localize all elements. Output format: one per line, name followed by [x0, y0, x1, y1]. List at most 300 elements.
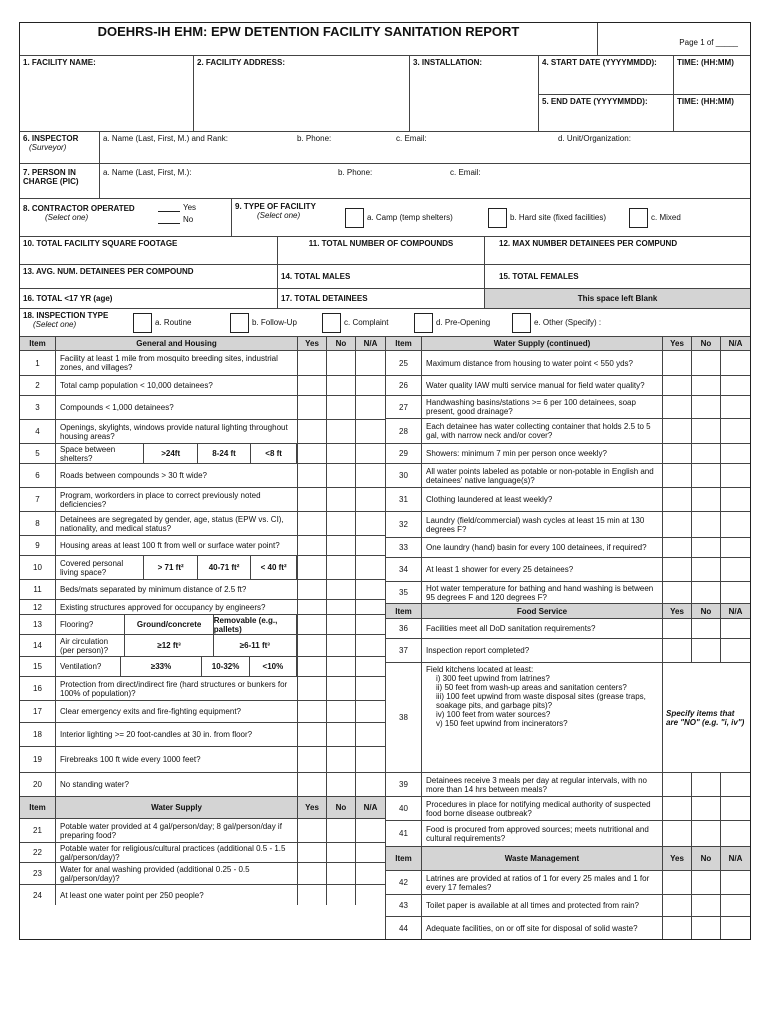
no-cell[interactable] [327, 444, 356, 463]
no-header: No [327, 337, 356, 350]
checklist-row-11 [20, 580, 385, 600]
yes-cell[interactable] [663, 895, 692, 916]
other-checkbox[interactable] [512, 313, 531, 333]
na-cell[interactable] [356, 512, 385, 535]
checklist-row-7 [20, 488, 385, 512]
item-number: 1 [20, 351, 56, 375]
yes-cell[interactable] [298, 635, 327, 656]
yes-cell[interactable] [298, 677, 327, 700]
question-text: Adequate facilities, on or off site for disposal of solid waste? [422, 917, 663, 939]
question-text: Procedures in place for notifying medical authority of suspected food borne disease outbreak? [422, 797, 663, 820]
total-females-field[interactable]: 15. TOTAL FEMALES [499, 272, 579, 281]
pic-name-field[interactable]: a. Name (Last, First, M.): [103, 168, 192, 177]
na-cell[interactable] [356, 677, 385, 700]
yes-cell[interactable] [663, 464, 692, 487]
yes-cell[interactable] [663, 917, 692, 939]
yes-cell[interactable] [298, 488, 327, 511]
no-cell[interactable] [327, 580, 356, 599]
no-cell[interactable] [327, 556, 356, 579]
no-cell[interactable] [327, 396, 356, 419]
installation-field[interactable]: 3. INSTALLATION: [410, 56, 539, 131]
question-text: At least one water point per 250 people? [56, 885, 298, 905]
na-cell[interactable] [356, 747, 385, 772]
yes-cell[interactable] [298, 580, 327, 599]
na-cell[interactable] [721, 558, 750, 581]
section-header-row [386, 847, 750, 871]
no-cell[interactable] [327, 843, 356, 862]
yes-cell[interactable] [663, 512, 692, 537]
no-cell[interactable] [692, 419, 721, 443]
checklist-row-3 [20, 396, 385, 420]
yes-header: Yes [663, 604, 692, 618]
item-number: 30 [386, 464, 422, 487]
blank-space-note: This space left Blank [485, 289, 750, 308]
end-date-field[interactable]: 5. END DATE (YYYYMMDD): [539, 95, 674, 131]
yes-cell[interactable] [663, 444, 692, 463]
total-compounds-field[interactable]: 11. TOTAL NUMBER OF COMPOUNDS [278, 237, 485, 264]
yes-cell[interactable] [298, 657, 327, 676]
no-cell[interactable] [692, 351, 721, 375]
complaint-checkbox[interactable] [322, 313, 341, 333]
na-cell[interactable] [356, 464, 385, 487]
option-cell[interactable]: >24ft [143, 444, 196, 463]
na-cell[interactable] [721, 396, 750, 418]
item-number: 36 [386, 619, 422, 638]
yes-cell[interactable] [663, 396, 692, 418]
yes-cell[interactable] [298, 444, 327, 463]
na-header: N/A [363, 803, 378, 812]
yes-cell[interactable] [298, 396, 327, 419]
yes-cell[interactable] [298, 536, 327, 555]
yes-cell[interactable] [298, 863, 327, 884]
inspector-label [20, 132, 100, 163]
pre-opening-checkbox[interactable] [414, 313, 433, 333]
option-filler [296, 615, 297, 634]
section-header-row [386, 337, 750, 351]
checklist-left [20, 337, 386, 939]
question-text: Total camp population < 10,000 detainees? [56, 376, 298, 395]
na-cell[interactable] [356, 843, 385, 862]
no-cell[interactable] [692, 582, 721, 603]
item-number: 11 [20, 580, 56, 599]
yes-cell[interactable] [663, 582, 692, 603]
section-header-row [386, 604, 750, 619]
item-number: 16 [20, 677, 56, 700]
no-cell[interactable] [692, 797, 721, 820]
na-header: N/A [728, 854, 743, 863]
option-filler [296, 444, 297, 463]
yes-cell[interactable] [298, 773, 327, 796]
na-cell[interactable] [356, 863, 385, 884]
question-text: Inspection report completed? [422, 639, 663, 662]
yes-header: Yes [298, 337, 327, 350]
na-cell[interactable] [721, 895, 750, 916]
no-cell[interactable] [327, 819, 356, 842]
no-cell[interactable] [692, 538, 721, 557]
yes-cell[interactable] [663, 351, 692, 375]
na-cell[interactable] [356, 536, 385, 555]
section-header-row [20, 797, 385, 819]
no-blank[interactable] [158, 215, 180, 224]
no-cell[interactable] [692, 558, 721, 581]
no-cell[interactable] [692, 512, 721, 537]
pic-phone-field[interactable]: b. Phone: [338, 168, 373, 177]
item-header: Item [20, 337, 56, 350]
item-number: 27 [386, 396, 422, 418]
inspector-unit-field[interactable]: d. Unit/Organization: [558, 134, 631, 143]
checklist-row-20 [20, 773, 385, 797]
yes-cell[interactable] [298, 351, 327, 375]
total-square-footage-field[interactable]: 10. TOTAL FACILITY SQUARE FOOTAGE [20, 237, 278, 264]
yes-blank[interactable] [158, 203, 180, 212]
no-cell[interactable] [692, 639, 721, 662]
na-cell[interactable] [356, 701, 385, 722]
yes-cell[interactable] [663, 821, 692, 846]
yes-cell[interactable] [663, 376, 692, 395]
item-number: 28 [386, 419, 422, 443]
na-cell[interactable] [356, 376, 385, 395]
na-cell[interactable] [721, 444, 750, 463]
no-cell[interactable] [692, 444, 721, 463]
option-cell[interactable]: Removable (e.g., pallets) [213, 615, 296, 634]
yes-cell[interactable] [298, 464, 327, 487]
question-label: Air circulation (per person)? [60, 636, 109, 655]
checklist-row-40 [386, 797, 750, 821]
question-text: Potable water provided at 4 gal/person/day; 8 gal/person/day if preparing food? [56, 819, 298, 842]
follow-up-checkbox[interactable] [230, 313, 249, 333]
question-label: Covered personal living space? [60, 558, 124, 577]
checklist-row-42 [386, 871, 750, 895]
option-cell[interactable]: ≥33% [120, 657, 202, 676]
item-number: 10 [20, 556, 56, 579]
question-text: Firebreaks 100 ft wide every 1000 feet? [56, 747, 298, 772]
na-cell[interactable] [356, 615, 385, 634]
section-heading: Water Supply [56, 797, 298, 818]
checklist-row-33 [386, 538, 750, 558]
na-cell[interactable] [721, 582, 750, 603]
yes-cell[interactable] [298, 723, 327, 746]
na-cell[interactable] [356, 773, 385, 796]
option-cell[interactable]: Ground/concrete [124, 615, 212, 634]
question-text: One laundry (hand) basin for every 100 detainees, if required? [422, 538, 663, 557]
na-cell[interactable] [356, 580, 385, 599]
no-cell[interactable] [327, 488, 356, 511]
no-cell[interactable] [327, 885, 356, 905]
item-number: 23 [20, 863, 56, 884]
start-date-field[interactable]: 4. START DATE (YYYYMMDD): [539, 56, 674, 94]
item-header: Item [386, 337, 422, 350]
yes-cell[interactable] [663, 538, 692, 557]
yes-header: Yes [298, 797, 327, 818]
contractor-label-text: 8. CONTRACTOR OPERATED [23, 204, 135, 213]
option-cell[interactable]: < 40 ft² [250, 556, 296, 579]
yes-cell[interactable] [663, 419, 692, 443]
option-cell[interactable]: 8-24 ft [197, 444, 250, 463]
yes-cell[interactable] [663, 639, 692, 662]
yes-header: Yes [663, 847, 692, 870]
item-number: 44 [386, 917, 422, 939]
sub-item-3: iii) 100 feet upwind from waste disposal sites (grease traps, soakage pits, and garbage pits)? [436, 692, 646, 710]
hard-site-label: b. Hard site (fixed facilities) [510, 213, 607, 222]
no-cell[interactable] [327, 677, 356, 700]
checklist [20, 337, 750, 939]
na-header: N/A [363, 339, 378, 348]
na-cell[interactable] [721, 464, 750, 487]
yes-cell[interactable] [298, 843, 327, 862]
no-cell[interactable] [327, 376, 356, 395]
checklist-row-9 [20, 536, 385, 556]
contractor-yes-option[interactable] [158, 203, 228, 212]
pic-label: 7. PERSON IN CHARGE (PIC) [20, 164, 100, 198]
item-number: 13 [20, 615, 56, 634]
item-number: 6 [20, 464, 56, 487]
avg-detainees-field[interactable]: 13. AVG. NUM. DETAINEES PER COMPOUND [20, 265, 278, 288]
question-text: Water for anal washing provided (additional 0.25 - 0.5 gal/person/day)? [56, 863, 298, 884]
question-text [56, 615, 298, 634]
option-filler [296, 635, 297, 656]
question-text: Protection from direct/indirect fire (hard structures or bunkers for 100% of population)? [56, 677, 298, 700]
no-cell[interactable] [692, 871, 721, 894]
start-time-field[interactable]: TIME: (HH:MM) [677, 58, 734, 67]
item-number: 20 [20, 773, 56, 796]
option-cell[interactable]: 10-32% [201, 657, 248, 676]
inspector-phone-field[interactable]: b. Phone: [297, 134, 332, 143]
option-cell[interactable]: 40-71 ft² [197, 556, 250, 579]
total-under-17-field[interactable]: 16. TOTAL <17 YR (age) [20, 289, 278, 308]
question-text [56, 635, 298, 656]
na-cell[interactable] [721, 797, 750, 820]
question-text: Potable water for religious/cultural practices (additional 0.5 - 1.5 gal/person/day)? [56, 843, 298, 862]
checklist-row-30 [386, 464, 750, 488]
routine-checkbox[interactable] [133, 313, 152, 333]
na-cell[interactable] [356, 657, 385, 676]
na-cell[interactable] [356, 351, 385, 375]
pic-email-field[interactable]: c. Email: [450, 168, 481, 177]
page-number: Page 1 of _____ [679, 38, 738, 47]
na-cell[interactable] [356, 488, 385, 511]
no-cell[interactable] [692, 895, 721, 916]
inspection-type-options [130, 309, 750, 336]
no-cell[interactable] [327, 536, 356, 555]
option-cell[interactable]: > 71 ft² [143, 556, 196, 579]
no-cell[interactable] [327, 863, 356, 884]
na-cell[interactable] [721, 419, 750, 443]
yes-header: Yes [663, 337, 692, 350]
yes-cell[interactable] [298, 556, 327, 579]
yes-cell[interactable] [663, 871, 692, 894]
item-number: 8 [20, 512, 56, 535]
item-number: 26 [386, 376, 422, 395]
checklist-row-5 [20, 444, 385, 464]
option-cell[interactable]: <8 ft [250, 444, 296, 463]
item-number: 9 [20, 536, 56, 555]
no-cell[interactable] [692, 773, 721, 796]
mixed-checkbox[interactable] [629, 208, 648, 228]
checklist-row-10 [20, 556, 385, 580]
checklist-row-38 [386, 663, 750, 773]
na-cell[interactable] [721, 488, 750, 511]
contractor-no-option[interactable] [158, 215, 228, 224]
end-time-field[interactable]: TIME: (HH:MM) [677, 97, 734, 106]
pre-opening-label: d. Pre-Opening [436, 318, 491, 327]
na-cell[interactable] [356, 556, 385, 579]
hard-site-checkbox[interactable] [488, 208, 507, 228]
checklist-row-27 [386, 396, 750, 419]
no-cell[interactable] [327, 615, 356, 634]
item-number: 4 [20, 420, 56, 443]
na-cell[interactable] [721, 512, 750, 537]
no-cell[interactable] [327, 635, 356, 656]
question-text: Existing structures approved for occupancy by engineers? [56, 600, 298, 614]
yes-cell[interactable] [663, 488, 692, 511]
na-cell[interactable] [721, 351, 750, 375]
camp-checkbox[interactable] [345, 208, 364, 228]
total-males-field[interactable]: 14. TOTAL MALES [278, 265, 485, 288]
question-label: Flooring? [60, 620, 94, 629]
total-detainees-field[interactable]: 17. TOTAL DETAINEES [278, 289, 485, 308]
question-text: Food is procured from approved sources; meets nutritional and cultural requirements? [422, 821, 663, 846]
no-cell[interactable] [327, 420, 356, 443]
item-number: 12 [20, 600, 56, 614]
na-cell[interactable] [721, 773, 750, 796]
na-cell[interactable] [721, 821, 750, 846]
question-text: Clear emergency exits and fire-fighting equipment? [56, 701, 298, 722]
na-cell[interactable] [721, 917, 750, 939]
yes-cell[interactable] [298, 615, 327, 634]
no-cell[interactable] [327, 747, 356, 772]
question-text: Facility at least 1 mile from mosquito breeding sites, industrial zones, and villages? [56, 351, 298, 375]
facility-address-field[interactable]: 2. FACILITY ADDRESS: [194, 56, 410, 131]
question-text [56, 444, 298, 463]
no-cell[interactable] [327, 512, 356, 535]
question-text: At least 1 shower for every 25 detainees? [422, 558, 663, 581]
no-cell[interactable] [692, 464, 721, 487]
yes-cell[interactable] [298, 747, 327, 772]
na-cell[interactable] [356, 600, 385, 614]
inspector-name-field[interactable]: a. Name (Last, First, M.) and Rank: [103, 134, 228, 143]
yes-cell[interactable] [663, 797, 692, 820]
facility-type-options [342, 199, 750, 236]
no-cell[interactable] [327, 464, 356, 487]
na-cell[interactable] [356, 723, 385, 746]
yes-label: Yes [183, 203, 197, 212]
facility-type-label [232, 199, 342, 236]
na-cell[interactable] [356, 885, 385, 905]
item-number: 34 [386, 558, 422, 581]
na-header: N/A [728, 339, 743, 348]
follow-up-label: b. Follow-Up [252, 318, 297, 327]
no-cell[interactable] [692, 821, 721, 846]
inspector-sub: (Surveyor) [29, 143, 67, 152]
item-number: 32 [386, 512, 422, 537]
yes-cell[interactable] [298, 885, 327, 905]
yes-cell[interactable] [298, 701, 327, 722]
inspector-email-field[interactable]: c. Email: [396, 134, 427, 143]
no-cell[interactable] [327, 351, 356, 375]
no-cell[interactable] [692, 917, 721, 939]
na-cell[interactable] [356, 396, 385, 419]
yes-cell[interactable] [298, 819, 327, 842]
question-text: Maximum distance from housing to water point < 550 yds? [422, 351, 663, 375]
checklist-row-28 [386, 419, 750, 444]
sub-item-4: iv) 100 feet from water sources? [436, 710, 551, 719]
checklist-row-26 [386, 376, 750, 396]
na-cell[interactable] [721, 376, 750, 395]
question-text: Clothing laundered at least weekly? [422, 488, 663, 511]
no-header: No [692, 337, 721, 350]
no-cell[interactable] [692, 396, 721, 418]
no-cell[interactable] [327, 600, 356, 614]
item-number: 24 [20, 885, 56, 905]
facility-name-field[interactable]: 1. FACILITY NAME: [20, 56, 194, 131]
contractor-options [155, 199, 232, 236]
section-header-row [20, 337, 385, 351]
na-cell[interactable] [356, 635, 385, 656]
question-text: Roads between compounds > 30 ft wide? [56, 464, 298, 487]
yes-cell[interactable] [663, 619, 692, 638]
question-text: Latrines are provided at ratios of 1 for every 25 males and 1 for every 17 females? [422, 871, 663, 894]
na-cell[interactable] [721, 538, 750, 557]
contractor-label [20, 199, 155, 236]
facility-type-text: 9. TYPE OF FACILITY [235, 202, 316, 211]
section-heading: Waste Management [422, 847, 663, 870]
question-text: Hot water temperature for bathing and hand washing is between 95 degrees F and 120 degrees F? [422, 582, 663, 603]
na-cell[interactable] [721, 619, 750, 638]
checklist-row-29 [386, 444, 750, 464]
yes-cell[interactable] [298, 376, 327, 395]
yes-cell[interactable] [298, 512, 327, 535]
max-detainees-field[interactable]: 12. MAX NUMBER DETAINEES PER COMPUND [499, 239, 678, 248]
question-text: Water quality IAW multi service manual for field water quality? [422, 376, 663, 395]
checklist-row-31 [386, 488, 750, 512]
checklist-row-17 [20, 701, 385, 723]
na-cell[interactable] [356, 819, 385, 842]
checklist-row-18 [20, 723, 385, 747]
no-cell[interactable] [327, 723, 356, 746]
no-cell[interactable] [692, 619, 721, 638]
option-cell[interactable]: ≥6-11 ft³ [213, 635, 296, 656]
sanitation-report-form [19, 22, 751, 940]
checklist-row-36 [386, 619, 750, 639]
item-header: Item [386, 847, 422, 870]
item-number: 17 [20, 701, 56, 722]
na-cell[interactable] [721, 639, 750, 662]
option-cell[interactable]: ≥12 ft³ [124, 635, 212, 656]
no-cell[interactable] [692, 376, 721, 395]
na-cell[interactable] [356, 444, 385, 463]
yes-cell[interactable] [298, 600, 327, 614]
item-number: 31 [386, 488, 422, 511]
na-cell[interactable] [356, 420, 385, 443]
yes-cell[interactable] [663, 558, 692, 581]
yes-cell[interactable] [298, 420, 327, 443]
specify-note[interactable]: Specify items that are "NO" (e.g. "i, iv") [666, 708, 745, 727]
na-cell[interactable] [721, 871, 750, 894]
no-cell[interactable] [327, 701, 356, 722]
yes-cell[interactable] [663, 773, 692, 796]
checklist-row-22 [20, 843, 385, 863]
checklist-row-4 [20, 420, 385, 444]
item-number: 5 [20, 444, 56, 463]
item-number: 3 [20, 396, 56, 419]
checklist-row-2 [20, 376, 385, 396]
no-cell[interactable] [327, 773, 356, 796]
no-cell[interactable] [692, 488, 721, 511]
option-cell[interactable]: <10% [249, 657, 296, 676]
no-cell[interactable] [327, 657, 356, 676]
question-text: Handwashing basins/stations >= 6 per 100 detainees, soap present, good drainage? [422, 396, 663, 418]
sub-item-1: i) 300 feet upwind from latrines? [436, 674, 550, 683]
